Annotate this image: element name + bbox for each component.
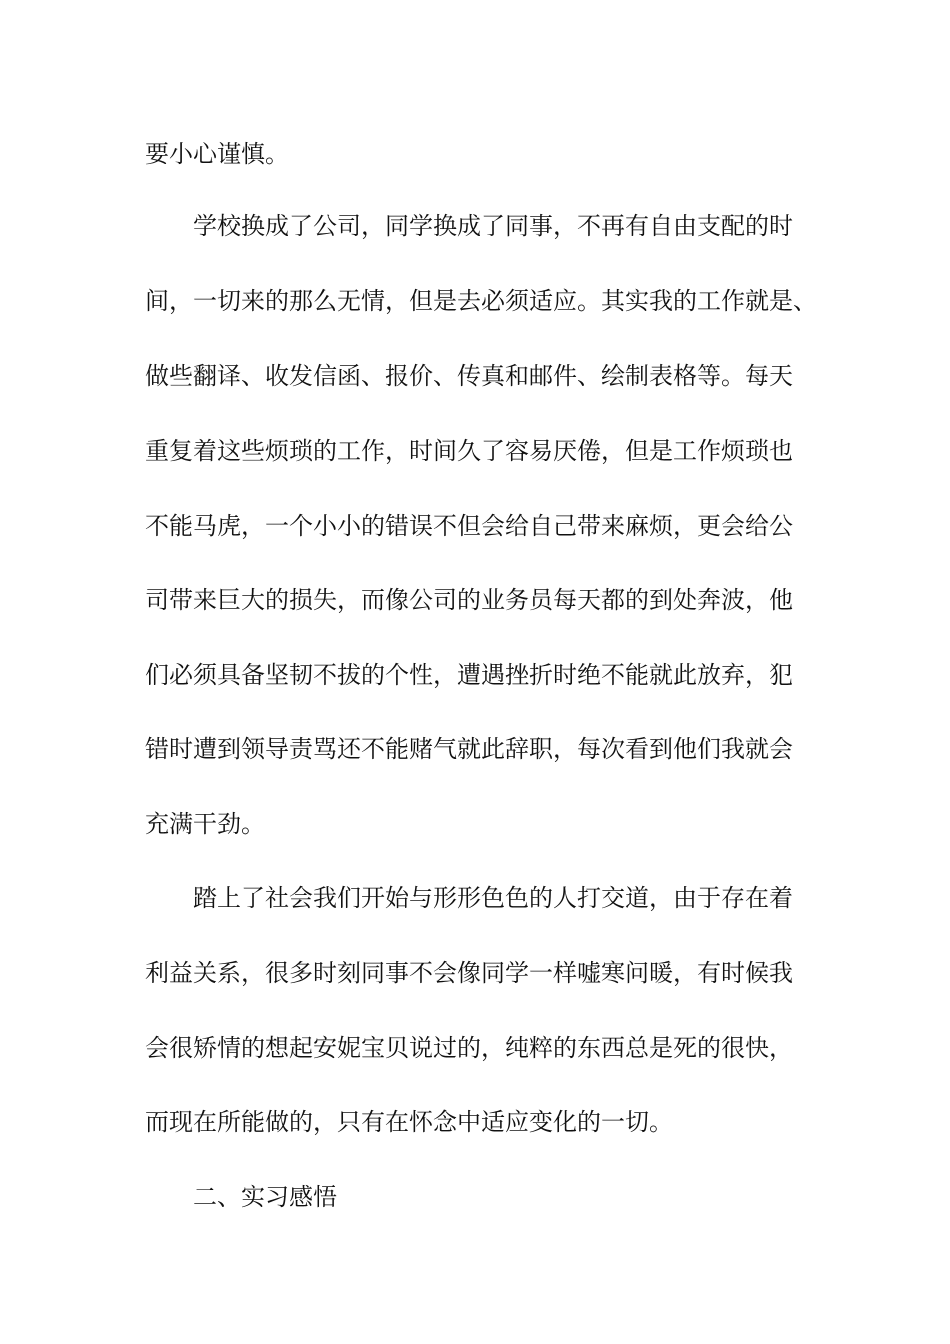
- text-line-3: 间，一切来的那么无情，但是去必须适应。其实我的工作就是、: [145, 287, 817, 315]
- text-line-6: 不能马虎，一个小小的错误不但会给自己带来麻烦，更会给公: [145, 512, 793, 540]
- text-line-12: 利益关系，很多时刻同事不会像同学一样嘘寒问暖，有时候我: [145, 959, 793, 987]
- text-line-8: 们必须具备坚韧不拔的个性，遭遇挫折时绝不能就此放弃，犯: [145, 661, 793, 689]
- text-line-5: 重复着这些烦琐的工作，时间久了容易厌倦，但是工作烦琐也: [145, 437, 793, 465]
- text-line-13: 会很矫情的想起安妮宝贝说过的，纯粹的东西总是死的很快，: [145, 1034, 793, 1062]
- text-line-2: 学校换成了公司，同学换成了同事，不再有自由支配的时: [193, 212, 793, 240]
- section-heading: 二、实习感悟: [193, 1183, 337, 1211]
- text-line-4: 做些翻译、收发信函、报价、传真和邮件、绘制表格等。每天: [145, 362, 793, 390]
- text-line-1: 要小心谨慎。: [145, 140, 289, 168]
- text-line-7: 司带来巨大的损失，而像公司的业务员每天都的到处奔波，他: [145, 586, 793, 614]
- text-line-11: 踏上了社会我们开始与形形色色的人打交道，由于存在着: [193, 884, 793, 912]
- text-line-9: 错时遭到领导责骂还不能赌气就此辞职，每次看到他们我就会: [145, 735, 793, 763]
- text-line-10: 充满干劲。: [145, 810, 265, 838]
- text-line-14: 而现在所能做的，只有在怀念中适应变化的一切。: [145, 1108, 673, 1136]
